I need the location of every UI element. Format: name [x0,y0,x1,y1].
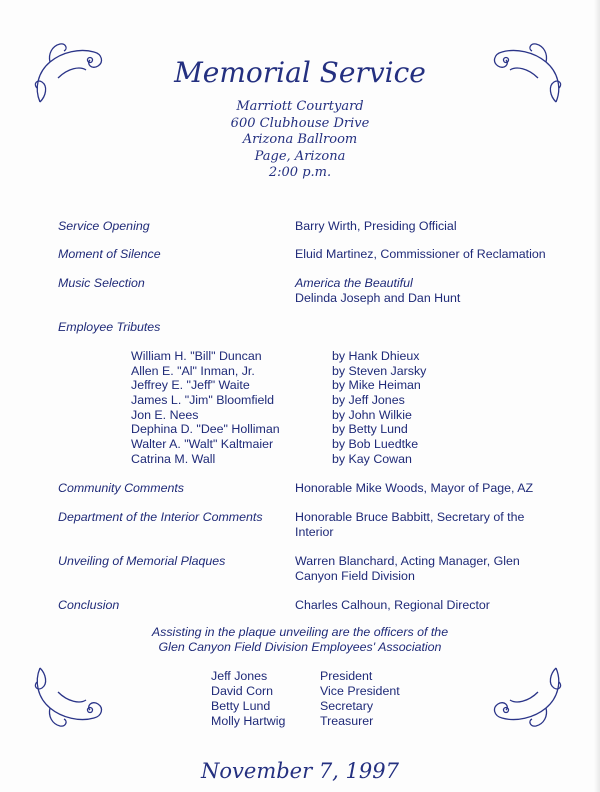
program-value: Warren Blanchard, Acting Manager, Glen [295,554,520,568]
tribute-speaker: by Jeff Jones [332,393,405,407]
officer-name: Betty Lund [211,699,271,713]
music-title: America the Beautiful [295,276,413,290]
tribute-honoree: Jeffrey E. "Jeff" Waite [131,378,250,392]
tribute-speaker: by Hank Dhieux [332,349,420,363]
program-value-cont: Interior [295,525,334,539]
program-value: Charles Calhoun, Regional Director [295,598,490,612]
tribute-speaker: by Bob Luedtke [332,437,419,451]
tribute-honoree: Catrina M. Wall [131,452,216,466]
venue-room: Arizona Ballroom [242,132,358,148]
tribute-honoree: Jon E. Nees [131,408,199,422]
flourish-icon [488,660,568,732]
page-title: Memorial Service [174,56,426,89]
tribute-honoree: Allen E. "Al" Inman, Jr. [131,364,255,378]
venue-address: 600 Clubhouse Drive [230,115,370,131]
program-value-cont: Canyon Field Division [295,569,415,583]
tribute-honoree: James L. "Jim" Bloomfield [131,393,275,407]
program-value: Delinda Joseph and Dan Hunt [295,291,461,305]
officer-role: Treasurer [320,714,374,728]
venue-block [0,99,600,182]
tribute-honoree: William H. "Bill" Duncan [131,349,262,363]
association-note-line: Assisting in the plaque unveiling are the officers of the [151,625,449,639]
tribute-honoree: Dephina D. "Dee" Holliman [131,422,280,436]
program-value: Eluid Martinez, Commissioner of Reclamation [295,247,546,261]
association-note [0,625,600,655]
venue-time: 2:00 p.m. [268,165,332,181]
program-label: Music Selection [58,276,145,290]
officer-role: Vice President [320,684,400,698]
program-label: Unveiling of Memorial Plaques [58,554,226,568]
tribute-speaker: by Betty Lund [332,422,408,436]
program-label: Department of the Interior Comments [58,510,263,524]
program-label: Conclusion [58,598,120,612]
flourish-icon [28,660,108,732]
association-note-line: Glen Canyon Field Division Employees' Association [158,640,442,654]
service-date: November 7, 1997 [201,759,399,783]
program-label: Community Comments [58,481,184,495]
officer-role: President [320,669,373,683]
tribute-honoree: Walter A. "Walt" Kaltmaier [131,437,274,451]
program-label: Moment of Silence [58,247,161,261]
officer-name: Molly Hartwig [211,714,286,728]
venue-city: Page, Arizona [254,148,346,164]
venue-name: Marriott Courtyard [236,99,364,114]
program-label: Employee Tributes [58,320,161,334]
page-edge-shadow [594,0,600,792]
officer-name: David Corn [211,684,273,698]
tribute-speaker: by Kay Cowan [332,452,412,466]
program-label: Service Opening [58,219,150,233]
tribute-speaker: by John Wilkie [332,408,412,422]
tribute-speaker: by Steven Jarsky [332,364,427,378]
program-value: Honorable Mike Woods, Mayor of Page, AZ [295,481,534,495]
program-value: Honorable Bruce Babbitt, Secretary of the [295,510,525,524]
tribute-speaker: by Mike Heiman [332,378,421,392]
officer-role: Secretary [320,699,374,713]
officer-name: Jeff Jones [211,669,268,683]
program-value: Barry Wirth, Presiding Official [295,219,457,233]
